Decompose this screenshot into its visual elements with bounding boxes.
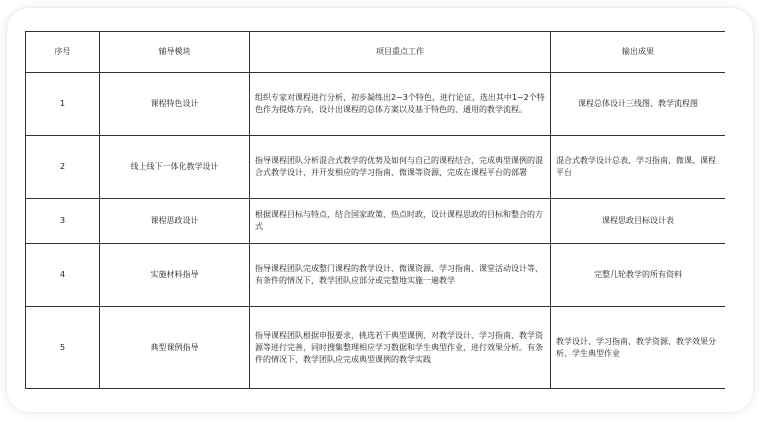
table-row [26, 136, 726, 199]
row-module: 课程特色设计 [100, 73, 250, 136]
table-row [26, 244, 726, 307]
row-number: 1 [26, 73, 100, 136]
table-row [26, 73, 726, 136]
row-number: 3 [26, 199, 100, 244]
header-key-work: 项目重点工作 [250, 32, 551, 73]
row-work: 指导课程团队分析混合式教学的优势及如何与自己的课程结合，完成典型课例的混合式教学设计，并开发相应的学习指南、微课等资源，完成在课程平台的部署 [250, 136, 551, 199]
table-row [26, 307, 726, 389]
row-number: 5 [26, 307, 100, 389]
row-number: 4 [26, 244, 100, 307]
row-work: 指导课程团队根据申报要求，挑选若干典型课例，对教学设计、学习指南、教学资源等进行完善，同时搜集整理相应学习数据和学生典型作业，进行效果分析。有条件的情况下，教学团队应完成典型课例的教学实践 [250, 307, 551, 389]
table-header-row [26, 32, 726, 73]
row-work: 根据课程目标与特点，结合国家政策、热点时政，设计课程思政的目标和整合的方式 [250, 199, 551, 244]
row-output: 课程总体设计三线图、教学流程图 [551, 73, 726, 136]
row-output: 混合式教学设计总表、学习指南、微课、课程平台 [551, 136, 726, 199]
row-output: 教学设计、学习指南、教学资源、教学效果分析、学生典型作业 [551, 307, 726, 389]
row-output: 课程思政目标设计表 [551, 199, 726, 244]
table-row [26, 199, 726, 244]
row-work: 指导课程团队完成整门课程的教学设计、微课资源、学习指南、课堂活动设计等，有条件的情况下，教学团队应部分或完整地实施一遍教学 [250, 244, 551, 307]
row-output: 完整几轮教学的所有资料 [551, 244, 726, 307]
table-container [25, 31, 725, 391]
row-module: 典型课例指导 [100, 307, 250, 389]
row-number: 2 [26, 136, 100, 199]
header-module: 辅导模块 [100, 32, 250, 73]
row-module: 实施材料指导 [100, 244, 250, 307]
row-module: 课程思政设计 [100, 199, 250, 244]
tutoring-plan-table [25, 31, 725, 389]
header-number: 序号 [26, 32, 100, 73]
header-output: 输出成果 [551, 32, 726, 73]
row-module: 线上线下一体化教学设计 [100, 136, 250, 199]
row-work: 组织专家对课程进行分析，初步凝练出2~3个特色，进行论证，选出其中1~2个特色作为提炼方向，设计出课程的总体方案以及基于特色的、通用的教学流程。 [250, 73, 551, 136]
